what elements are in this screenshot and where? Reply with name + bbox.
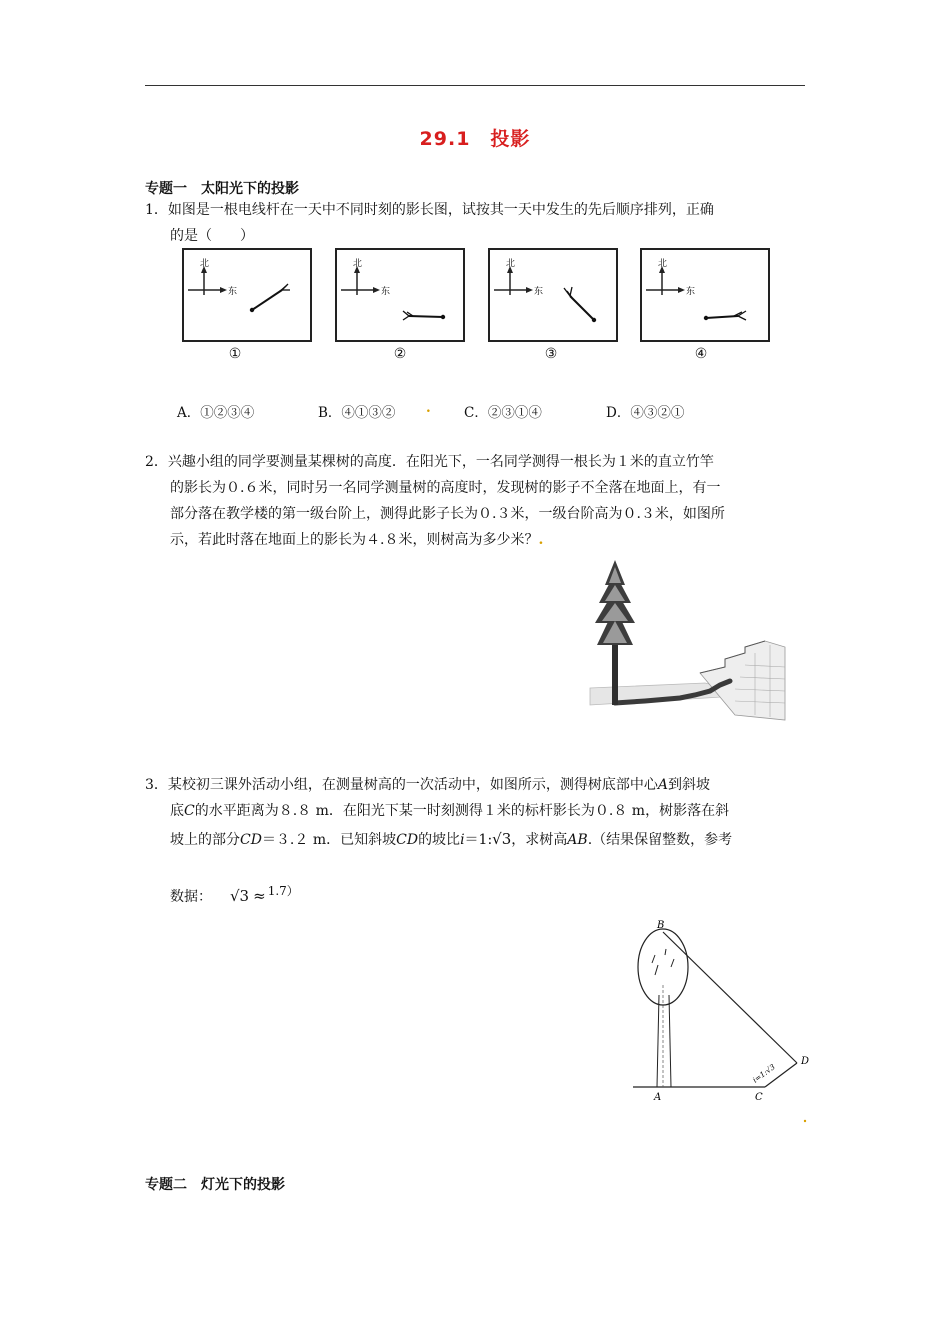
point-a-label: A	[657, 777, 669, 793]
q3-text-line1	[145, 772, 815, 798]
q3-line3-part: ，求树高	[511, 832, 568, 848]
east-label: 东	[686, 287, 696, 297]
crown-strokes	[652, 949, 674, 975]
q1-text-line2: 的是（ ）	[170, 228, 254, 244]
q2-text-line4	[170, 527, 820, 553]
pole-base	[441, 315, 445, 319]
pole-base	[592, 318, 596, 322]
tree-crown	[638, 929, 688, 1005]
q2-text-line1: 2．兴趣小组的同学要测量某棵树的高度．在阳光下，一名同学测得一根长为１米的直立竹竿	[145, 454, 714, 470]
q2-text-line2: 的影长为０.６米，同时另一名同学测量树的高度时，发现树的影子不全落在地面上，有一	[170, 480, 721, 496]
q3-line1-part: 到斜坡	[668, 777, 711, 793]
slope-ratio-symbol: i	[460, 832, 465, 848]
q3-text-line2	[170, 798, 820, 824]
label-c: C	[755, 1092, 763, 1103]
sqrt3-expression: √3	[230, 887, 250, 905]
east-label: 东	[534, 287, 544, 297]
sqrt3-expression: √3	[492, 830, 512, 848]
compass-shadow-figure-4	[642, 250, 768, 340]
panel-2-label: ②	[393, 346, 407, 362]
sun-ray-bd	[663, 932, 797, 1063]
q3-line4-part: 1.7）	[267, 884, 299, 898]
panel-1-label: ①	[228, 346, 242, 362]
label-a: A	[654, 1092, 662, 1103]
pole-base	[250, 308, 254, 312]
compass-shadow-figure-1	[184, 250, 310, 340]
tree-steps-figure	[585, 555, 790, 725]
east-label: 东	[228, 287, 238, 297]
compass-shadow-figure-3	[490, 250, 616, 340]
segment-ab: AB	[567, 832, 588, 848]
approx-symbol: ≈	[253, 887, 266, 905]
section-1-heading: 专题一 太阳光下的投影	[145, 181, 299, 197]
slope-ratio-label: i=1:√3	[750, 1062, 777, 1085]
compass-shadow-figure-2	[337, 250, 463, 340]
segment-cd: CD	[396, 832, 419, 848]
shadow-panel-4	[640, 248, 770, 342]
option-b[interactable]: B．④①③②	[318, 405, 396, 421]
segment-cd: CD	[240, 832, 262, 848]
q1-text-line1: 1．如图是一根电线杆在一天中不同时刻的影长图，试按其一天中发生的先后顺序排列，正确	[145, 202, 714, 218]
pole-base	[704, 316, 708, 320]
pole-shadow	[409, 316, 443, 317]
page-title: 29.1 投影	[419, 128, 531, 150]
shadow-panel-1	[182, 248, 312, 342]
option-d[interactable]: D．④③②①	[606, 405, 685, 421]
point-c-label: C	[184, 803, 195, 819]
header-rule	[145, 85, 805, 86]
decorative-dot: .	[426, 400, 431, 416]
label-d: D	[801, 1056, 810, 1067]
decorative-dot: .	[538, 532, 544, 548]
east-arrow-head	[220, 287, 227, 293]
tree-slope-figure	[625, 915, 820, 1135]
q3-text-line3	[170, 826, 820, 853]
q3-line3-part: 的坡比	[418, 832, 461, 848]
north-label: 北	[353, 259, 363, 269]
pole-shadow	[570, 296, 594, 320]
tree-trunk-left	[657, 995, 659, 1087]
section-2-heading: 专题二 灯光下的投影	[145, 1177, 285, 1193]
q3-line2-part: 底	[170, 803, 184, 819]
panel-4-label: ④	[694, 346, 708, 362]
q3-line3-part: 坡上的部分	[170, 832, 240, 848]
shadow-panel-3	[488, 248, 618, 342]
q3-text-line4	[170, 878, 820, 910]
q3-line2-part: 的水平距离为８.８ m．在阳光下某一时刻测得１米的标杆影长为０.８ m，树影落在斜	[194, 803, 730, 819]
q3-line4-part: 数据：	[170, 889, 212, 905]
panel-3-label: ③	[544, 346, 558, 362]
decorative-dot	[804, 1120, 806, 1122]
shadow-panel-2	[335, 248, 465, 342]
q3-line1-part: 3．某校初三课外活动小组，在测量树高的一次活动中，如图所示，测得树底部中心	[145, 777, 658, 793]
tree-trunk-right	[669, 995, 671, 1087]
q3-line3-part: ＝３.２ m．已知斜坡	[261, 832, 397, 848]
pole-shadow	[252, 290, 282, 310]
q3-line3-part: .（结果保留整数，参考	[587, 832, 733, 848]
q2-text-line4-content: 示，若此时落在地面上的影长为４.８米，则树高为多少米？	[170, 532, 539, 548]
pole-shadow	[706, 316, 738, 318]
label-b: B	[657, 920, 665, 931]
east-label: 东	[381, 287, 391, 297]
north-label: 北	[200, 259, 210, 269]
building-steps	[700, 641, 785, 720]
north-label: 北	[658, 259, 668, 269]
option-c[interactable]: C．②③①④	[464, 405, 542, 421]
q2-text-line3: 部分落在教学楼的第一级台阶上，测得此影子长为０.３米，一级台阶高为０.３米，如图所	[170, 506, 725, 522]
north-label: 北	[506, 259, 516, 269]
q3-line3-part: ＝1:	[464, 832, 493, 848]
option-a[interactable]: A．①②③④	[177, 405, 255, 421]
